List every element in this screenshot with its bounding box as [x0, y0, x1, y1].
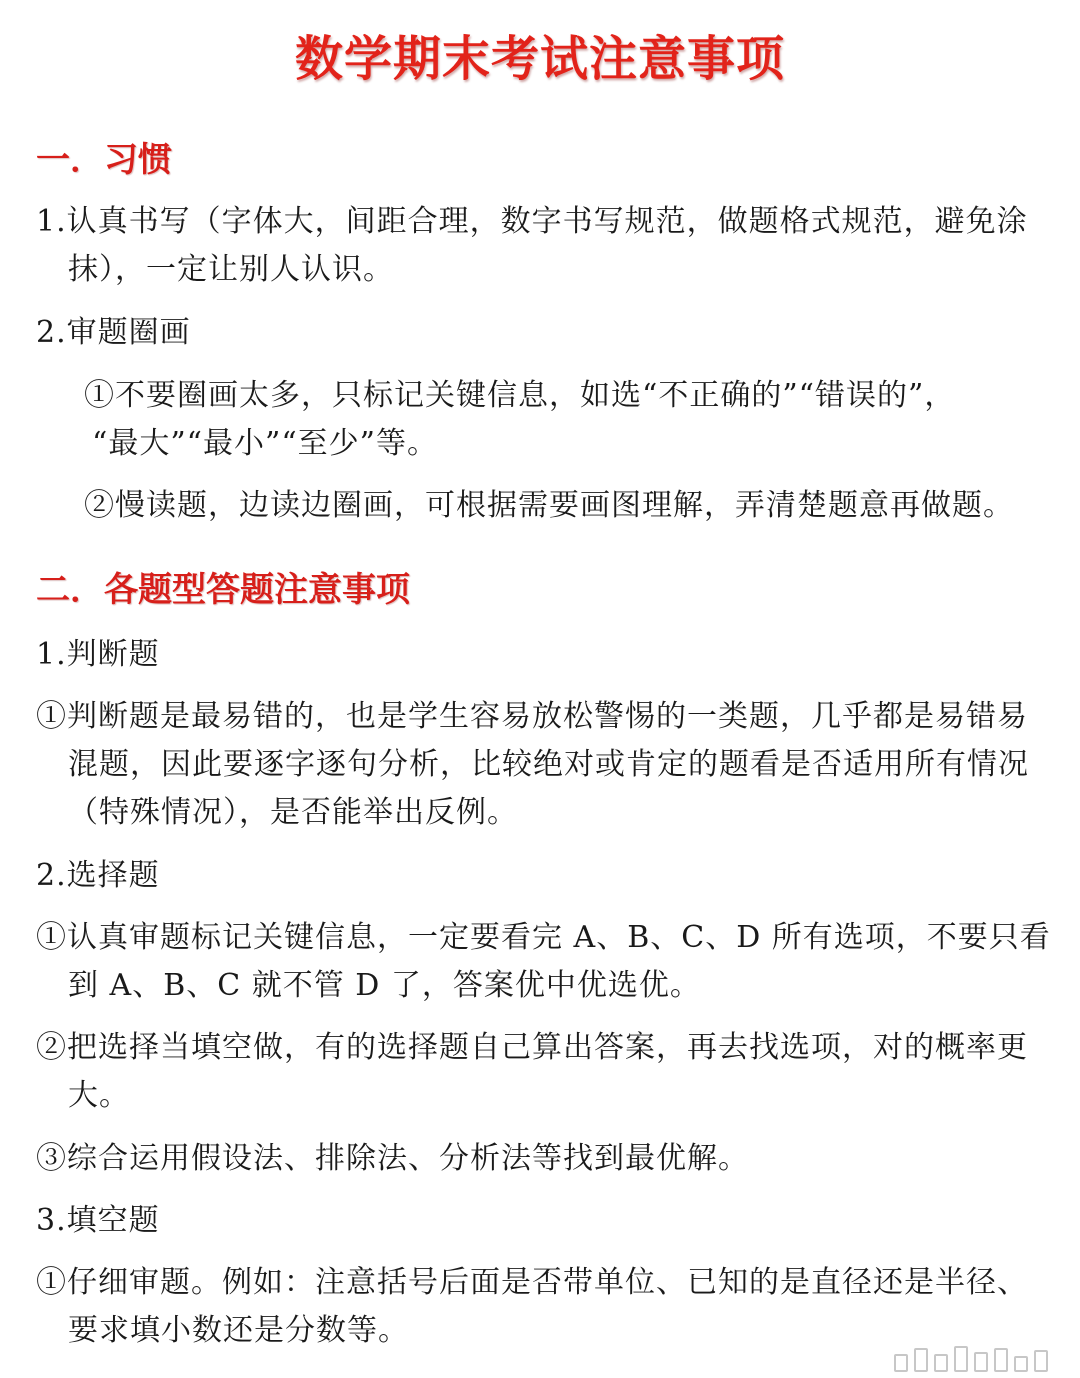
- habit-sub-1-line-1: ①不要圈画太多，只标记关键信息，如选“不正确的”“错误的”，: [84, 378, 956, 413]
- habit-sub-1-line-2: “最大”“最小”“至少”等。: [92, 426, 439, 461]
- section-heading-question-types: 二．各题型答题注意事项: [36, 570, 410, 610]
- habit-item-2: 2.审题圈画: [36, 315, 191, 350]
- fill-blank-tip-line-1: ①仔细审题。例如：注意括号后面是否带单位、已知的是直径还是半径、: [36, 1265, 1028, 1300]
- section-heading-habits: 一．习惯: [36, 140, 172, 180]
- question-type-1: 1.判断题: [36, 637, 160, 672]
- habit-item-1-line-2: 抹），一定让别人认识。: [68, 252, 394, 287]
- habit-sub-2: ②慢读题，边读边圈画，可根据需要画图理解，弄清楚题意再做题。: [84, 488, 1014, 523]
- choice-tip-2-line-1: ②把选择当填空做，有的选择题自己算出答案，再去找选项，对的概率更: [36, 1030, 1028, 1065]
- question-type-2: 2.选择题: [36, 858, 160, 893]
- fill-blank-tip-line-2: 要求填小数还是分数等。: [68, 1313, 409, 1348]
- choice-tip-3: ③综合运用假设法、排除法、分析法等找到最优解。: [36, 1141, 749, 1176]
- watermark-logo: [894, 1346, 1054, 1372]
- judgement-tip-line-2: 混题，因此要逐字逐句分析，比较绝对或肯定的题看是否适用所有情况: [68, 747, 1029, 782]
- choice-tip-1-line-1: ①认真审题标记关键信息，一定要看完 A、B、C、D 所有选项，不要只看: [36, 920, 1051, 955]
- question-type-3: 3.填空题: [36, 1203, 160, 1238]
- choice-tip-1-line-2: 到 A、B、C 就不管 D 了，答案优中优选优。: [68, 968, 701, 1003]
- choice-tip-2-line-2: 大。: [68, 1078, 130, 1113]
- judgement-tip-line-3: （特殊情况），是否能举出反例。: [68, 795, 518, 830]
- page-title: 数学期末考试注意事项: [294, 31, 785, 87]
- judgement-tip-line-1: ①判断题是最易错的，也是学生容易放松警惕的一类题，几乎都是易错易: [36, 699, 1028, 734]
- habit-item-1-line-1: 1.认真书写（字体大，间距合理，数字书写规范，做题格式规范，避免涂: [36, 204, 1028, 239]
